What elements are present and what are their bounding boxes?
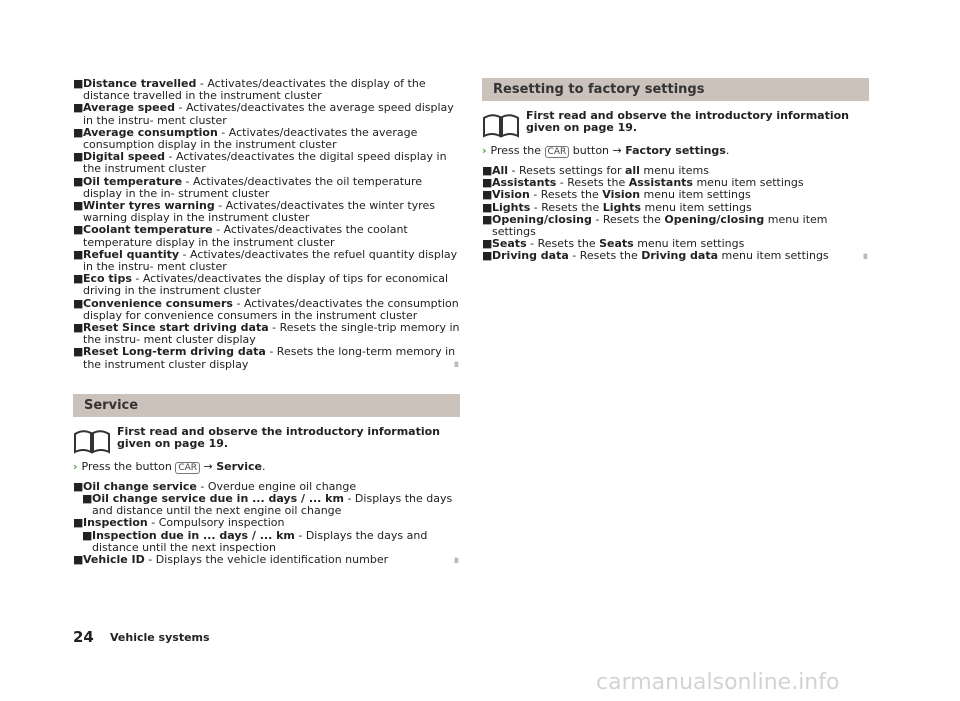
bullet-icon: ■ (482, 249, 493, 263)
car-key-icon: CAR (545, 146, 570, 158)
list-item: ■ Refuel quantity - Activates/deactivates the refuel quantity display in the instru- ment cluster (73, 247, 458, 274)
list-item: ■ Average speed - Activates/deactivates the average speed display in the instru- ment cluster (73, 101, 454, 127)
list-item: ■ Oil change service due in ... days / ... km - Displays the days and distance until the next engine oil change (82, 492, 453, 518)
section-end-mark: ∎ (862, 249, 869, 263)
watermark: carmanualsonline.info (596, 670, 840, 695)
factory-section-title: Resetting to factory settings (482, 78, 869, 101)
bullet-icon: ■ (73, 345, 84, 359)
bullet-icon: ■ (82, 492, 93, 506)
section-end-mark: ∎ (453, 553, 460, 567)
list-item: ■ Driving data - Resets the Driving data menu item settings ∎ (482, 249, 869, 263)
list-item: ■ Inspection - Compulsory inspection (73, 516, 285, 530)
list-item: ■ Digital speed - Activates/deactivates the digital speed display in the instrument cluster (73, 150, 447, 176)
bullet-icon: ■ (482, 176, 493, 190)
bullet-icon: ■ (73, 272, 84, 286)
settings-list (73, 78, 460, 371)
list-item: ■ Seats - Resets the Seats menu item settings (482, 237, 745, 251)
service-intro (73, 425, 460, 461)
chevron-right-icon: › (482, 144, 487, 157)
list-item: ■ Distance travelled - Activates/deactivates the display of the distance travelled in the instrument cluster (73, 77, 426, 103)
left-column (73, 78, 460, 566)
service-list (73, 481, 460, 566)
page-footer-title: Vehicle systems (110, 631, 210, 644)
list-item: ■ Vision - Resets the Vision menu item settings (482, 188, 751, 202)
bullet-icon: ■ (482, 200, 493, 214)
car-key-icon: CAR (175, 462, 200, 474)
book-icon (482, 110, 520, 138)
bullet-icon: ■ (73, 516, 84, 530)
list-item: ■ Winter tyres warning - Activates/deactivates the winter tyres warning display in the instrument cluster (73, 199, 435, 225)
bullet-icon: ■ (73, 150, 84, 164)
service-intro-text: First read and observe the introductory information given on page 19. (117, 424, 440, 451)
book-icon (73, 426, 111, 454)
bullet-icon: ■ (73, 553, 84, 567)
section-end-mark: ∎ (453, 357, 460, 371)
factory-intro-text: First read and observe the introductory information given on page 19. (526, 109, 849, 135)
chevron-right-icon: › (73, 459, 78, 473)
bullet-icon: ■ (482, 237, 493, 251)
list-item: ■ Assistants - Resets the Assistants menu item settings (482, 176, 804, 190)
list-item: ■ All - Resets settings for all menu items (482, 164, 709, 177)
page-number: 24 (73, 628, 94, 646)
list-item: ■ Reset Long-term driving data - Resets the long-term memory in the instrument cluster display ∎ (73, 345, 460, 371)
service-section-title: Service (73, 394, 460, 417)
factory-list (482, 165, 869, 263)
list-item: ■ Convenience consumers - Activates/deactivates the consumption display for convenience consumers in the instrument cluster (73, 296, 459, 322)
bullet-icon: ■ (482, 164, 493, 177)
factory-step: › Press the CAR button → Factory settings. (482, 144, 730, 157)
bullet-icon: ■ (73, 223, 84, 237)
bullet-icon: ■ (73, 77, 84, 90)
list-item: ■ Coolant temperature - Activates/deactivates the coolant temperature display in the instrument cluster (73, 223, 408, 249)
list-item: ■ Vehicle ID - Displays the vehicle identification number ∎ (73, 553, 460, 567)
list-item: ■ Opening/closing - Resets the Opening/closing menu item settings (482, 212, 828, 239)
list-item: ■ Inspection due in ... days / ... km - Displays the days and distance until the next inspection (82, 528, 428, 554)
bullet-icon: ■ (482, 188, 493, 202)
bullet-icon: ■ (73, 174, 84, 188)
bullet-icon: ■ (73, 247, 84, 261)
bullet-icon: ■ (73, 479, 84, 493)
bullet-icon: ■ (82, 528, 93, 542)
bullet-icon: ■ (73, 296, 84, 310)
bullet-icon: ■ (73, 321, 84, 335)
factory-intro (482, 109, 869, 145)
list-item: ■ Lights - Resets the Lights menu item settings (482, 200, 752, 214)
service-step: › Press the button CAR → Service. (73, 459, 266, 473)
list-item: ■ Reset Since start driving data - Resets the single-trip memory in the instru- ment cluster display (73, 321, 460, 347)
list-item: ■ Oil temperature - Activates/deactivates the oil temperature display in the in- strument cluster (73, 174, 423, 200)
bullet-icon: ■ (73, 101, 84, 115)
list-item: ■ Average consumption - Activates/deactivates the average consumption display in the instrument cluster (73, 125, 418, 152)
bullet-icon: ■ (73, 125, 84, 139)
bullet-icon: ■ (482, 212, 493, 226)
right-column (482, 78, 869, 263)
list-item: ■ Oil change service - Overdue engine oil change (73, 479, 357, 493)
list-item: ■ Eco tips - Activates/deactivates the display of tips for economical driving in the instrument cluster (73, 272, 449, 298)
bullet-icon: ■ (73, 199, 84, 213)
